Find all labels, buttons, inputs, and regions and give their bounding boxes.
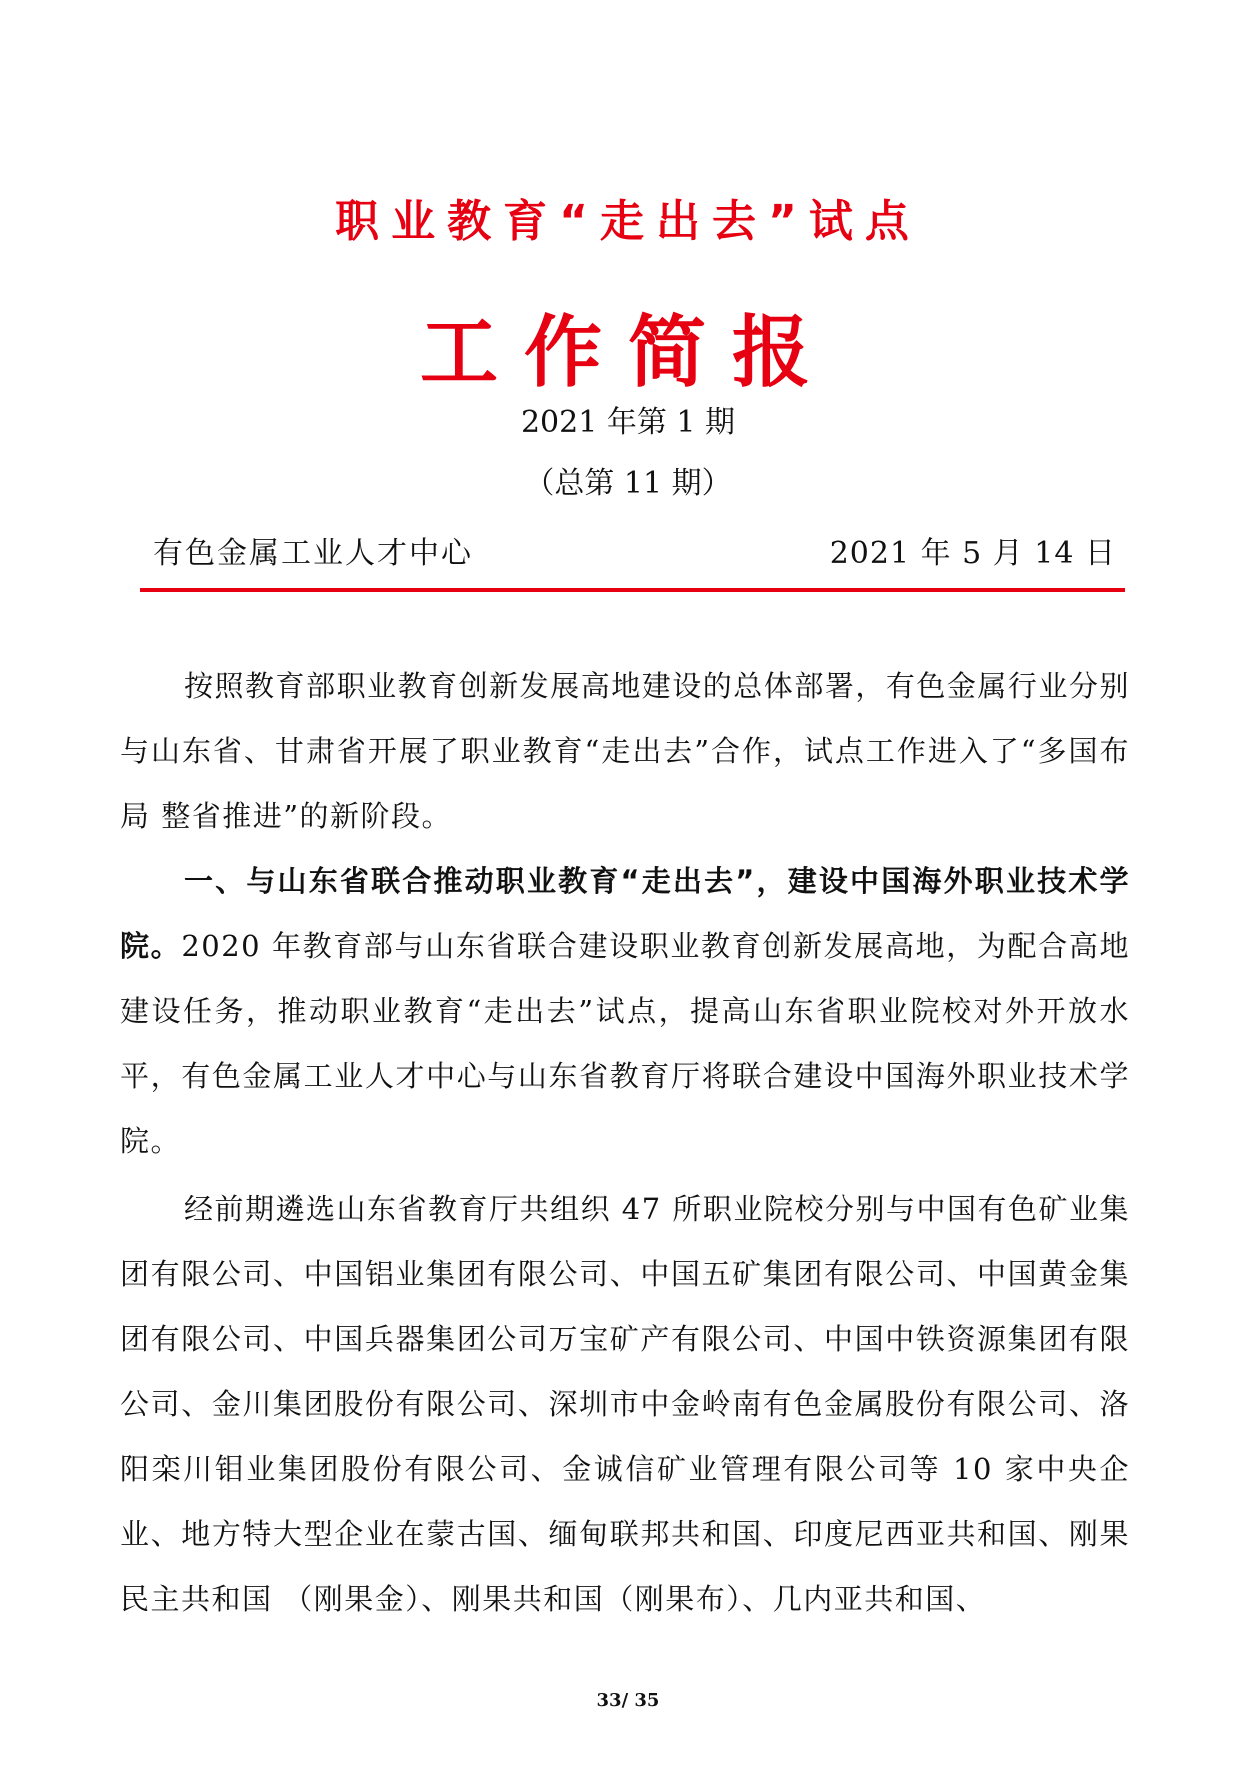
issue-date: 2021 年 5 月 14 日 bbox=[829, 536, 1116, 571]
section-1-text: 2020 年教育部与山东省联合建设职业教育创新发展高地，为配合高地建设任务，推动职业教育“走出去”试点，提高山东省职业院校对外开放水平，有色金属工业人才中心与山东省教育厅将联合建设中国海外职业技术学院。 bbox=[120, 929, 1130, 1158]
page-number: 33/ 35 bbox=[596, 1690, 660, 1711]
section-1-heading: 一、与山东省联合推动职业教育“走出去”，建设中国海外职业技术学院。 bbox=[120, 864, 1130, 963]
page-title: 工作简报 bbox=[419, 308, 836, 398]
body-paragraph: 经前期遴选山东省教育厅共组织 47 所职业院校分别与中国有色矿业集团有限公司、中国铝业集团有限公司、中国五矿集团有限公司、中国黄金集团有限公司、中国兵器集团公司万宝矿产有限公司、中国中铁资源集团有限公司、金川集团股份有限公司、深圳市中金岭南有色金属股份有限公司、洛阳栾川钼业集团股份有限公司、金诚信矿业管理有限公司等 10 家中央企业、地方特大型企业在蒙古国、缅甸联邦共和国、印度尼西亚共和国、刚果民主共和国 （刚果金）、刚果共和国（刚果布）、几内亚共和国、 bbox=[120, 1192, 1130, 1616]
issue-number: 2021 年第 1 期 bbox=[520, 405, 736, 440]
header-divider bbox=[140, 588, 1125, 592]
section-1-paragraph bbox=[120, 849, 1130, 1174]
series-title: 职业教育“走出去”试点 bbox=[335, 196, 921, 247]
intro-paragraph: 按照教育部职业教育创新发展高地建设的总体部署，有色金属行业分别与山东省、甘肃省开展了职业教育“走出去”合作，试点工作进入了“多国布局 整省推进”的新阶段。 bbox=[120, 669, 1130, 833]
total-issue-number: （总第 11 期） bbox=[524, 466, 732, 501]
issuer-name: 有色金属工业人才中心 bbox=[153, 536, 473, 571]
